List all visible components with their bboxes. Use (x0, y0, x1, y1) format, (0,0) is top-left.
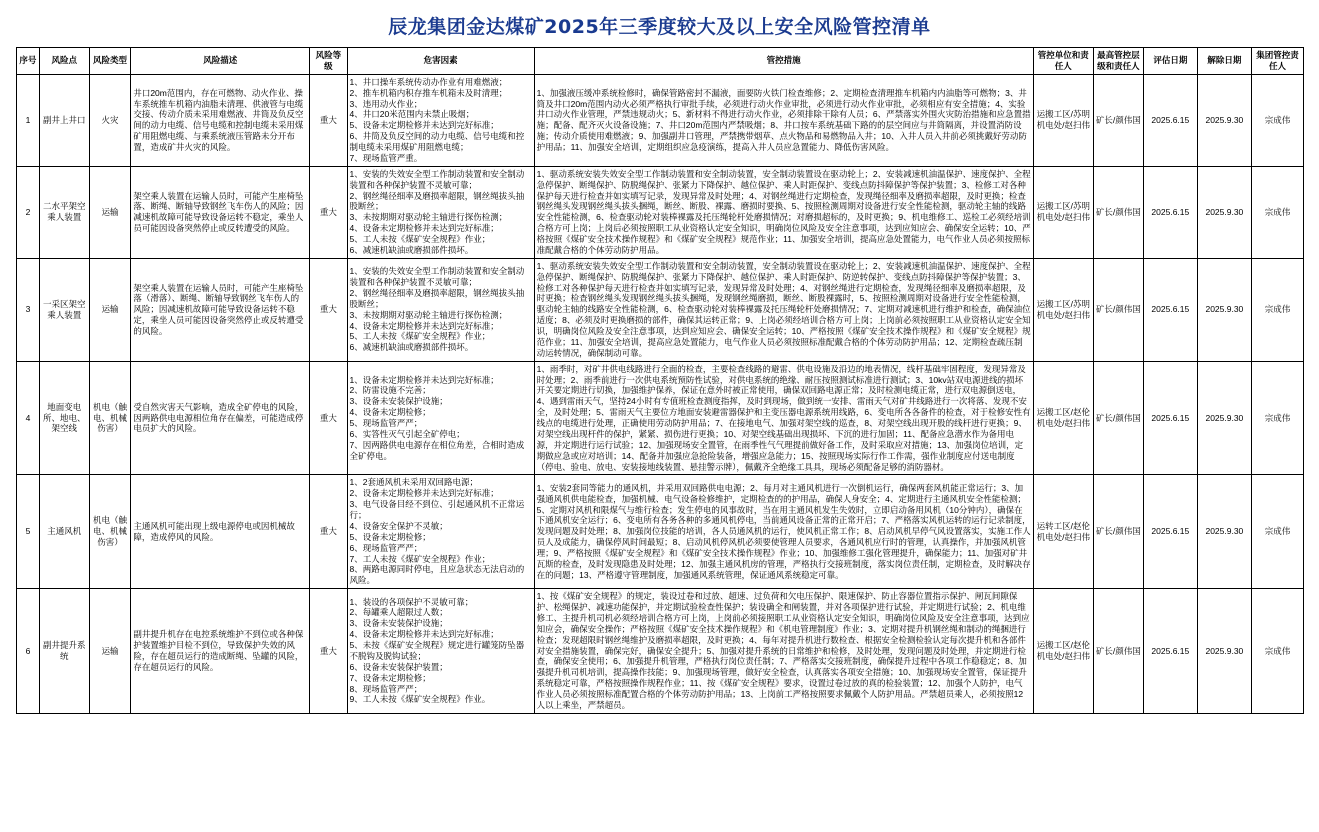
cell-risk-type: 运输 (89, 589, 131, 714)
cell-control-unit: 运搬工区/苏明机电处/赵扫伟 (1033, 74, 1093, 166)
cell-release-date: 2025.9.30 (1197, 589, 1251, 714)
cell-no: 1 (17, 74, 40, 166)
table-header-row (17, 48, 1304, 75)
cell-risk-level: 重大 (310, 589, 347, 714)
cell-group-responsible: 宗成伟 (1251, 475, 1303, 589)
cell-risk-desc: 架空乘人装置在运输人员时，可能产生座椅坠落、断绳、断轴导致钢丝飞车伤人的风险；因减速机故障可能导致设备运转不稳定，乘坐人员可能因设备突然停止或反转遭受的风险。 (131, 166, 310, 258)
cell-release-date: 2025.9.30 (1197, 475, 1251, 589)
col-control-unit: 管控单位和责任人 (1033, 48, 1093, 75)
cell-group-responsible: 宗成伟 (1251, 74, 1303, 166)
cell-risk-level: 重大 (310, 166, 347, 258)
cell-control-unit: 运搬工区/赵伦机电处/赵扫伟 (1033, 589, 1093, 714)
cell-release-date: 2025.9.30 (1197, 74, 1251, 166)
cell-risk-desc: 副井提升机存在电控系统维护不到位或各种保护装置维护目检不到位，导致保护失效的风险，存在超员运行的造成断绳、坠罐的风险，存在超员运行的风险。 (131, 589, 310, 714)
cell-hazard-factors: 1、井口操车系统传动办作业有用难燃液； 2、推车机箱内积存推车机箱未及时清理； 3、违用动火作业； 4、井口20米范围内未禁止吸烟； 5、设备未定期检修并未达到完好标准； 6、井筒及负反空间的动力电缆、信号电缆和控制电缆未采用煤矿用阻燃电缆； 7、现场监管严重。 (347, 74, 534, 166)
cell-risk-type: 机电（触电、机械伤害） (89, 475, 131, 589)
cell-control-unit: 运转工区/赵伦机电处/赵扫伟 (1033, 475, 1093, 589)
cell-risk-point: 一采区架空乘人装置 (39, 258, 89, 361)
cell-risk-level: 重大 (310, 258, 347, 361)
cell-risk-point: 地面变电所、地电、架空线 (39, 361, 89, 475)
cell-risk-level: 重大 (310, 74, 347, 166)
table-row (17, 589, 1304, 714)
table-row (17, 361, 1304, 475)
cell-assess-date: 2025.6.15 (1143, 589, 1197, 714)
cell-control-measures: 1、雨季时，对矿井供电线路进行全面的检查，主要检查线路的避雷、供电设施及沿边的地表情况，线杆基础牢固程度，发现异常及时处理；2、雨季前进行一次供电系统预防性试验，对供电系统的绝缘、耐压按照测试标准进行测试；3、10kv站双电源进线的损坏开关要定期进行切换，加强维护保养，保证在意外时被正常使用，确保双回路电源正常；及时检测电缆正常，进行双电源倒送电，4、遇到雷雨天气，坚持24小时有专值班检查测度指挥，及时到现场，做到统一安排、雷雨天气对矿井线路进行一次将落、发现不安全，及时处理；5、雷雨天气主要位方地面安装避雷器保护和主变压器电源系统用线路，6、变电所各各备件的检查，对于检修安性有线点的电缆进行处理，正确使用劳动防护用品；7、在接地电气、加强对架空线的巡查，8、对架空线出现开股的线杆进行更换；9、对架空线出现杆件的保护，紧紧、损伤进行更换；10、对架空线基础出现损坏、下沉的进行加固；11、配备应急潜水作为备用电源，并定期进行运行试验；12、加强现场安全置管，在雨季性气气理提前做好备工作，及时采取应对措施；13、加强岗位培训，定期做应急或应对培训；14、配备并加强应急抢险装备，增强应急能力；15、按照现场实际行作工作需，强作业制度应付送电制度（停电、验电、放电、安装接地线装置、悬挂警示牌），佩戴齐全绝缘工具具，现场必须配备足够的消防器材。 (534, 361, 1033, 475)
col-assess-date: 评估日期 (1143, 48, 1197, 75)
cell-control-measures: 1、驱动系统安装失效安全型工作制动装置和安全制动装置，安全制动装置设在驱动轮上；2、安装减速机油温保护、速度保护、全程急停保护、断绳保护、防脱绳保护、张紧力下降保护、越位保护、乘人时距保护、变线点防抖障保护等保护装置；3、检修工对各种保护每天进行检查并如实填写记录，发现异常及时处理；4、对钢丝绳进行定期检查，发现绳径细率及磨损率超限，及时更换；检查钢丝绳头发现钢丝绳头拔头捆绳，断丝、断股、裸露、磨损时要换、5、按照检测周期对设备进行安全性能检测，驱动轮主轴的线路安全性能检测，6、检查驱动轮对装棒裸露及托压绳轮杆处磨损情况；对磨损超标的，及时更换；9、机电维修工、巡检工必须经培训合格方可上岗；上岗后必须按照职工从业资格认定安全知识，明确岗位风险及安全注意事项，达到应知应会、确保安全运转；10、严格按照《煤矿安全技术操作规程》和《煤矿安全规程》规范作业；11、加强安全培训，提高应急处置能力，电气作业人员必须按照标准配戴合格的个体劳动防护用品。 (534, 166, 1033, 258)
cell-risk-point: 主通风机 (39, 475, 89, 589)
cell-no: 6 (17, 589, 40, 714)
cell-no: 3 (17, 258, 40, 361)
cell-group-responsible: 宗成伟 (1251, 166, 1303, 258)
table-row (17, 258, 1304, 361)
table-row (17, 74, 1304, 166)
cell-assess-date: 2025.6.15 (1143, 166, 1197, 258)
col-no: 序号 (17, 48, 40, 75)
cell-risk-point: 副井提升系统 (39, 589, 89, 714)
cell-no: 4 (17, 361, 40, 475)
cell-risk-type: 机电（触电、机械伤害） (89, 361, 131, 475)
cell-hazard-factors: 1、安装的失效安全型工作制动装置和安全制动装置和各种保护装置不灵敏可靠； 2、钢丝绳径细率及磨损率超限，钢丝绳拔头抽股断丝； 3、未按期期对驱动轮主轴进行探伤检测； 4、设备未定期检修并未达到完好标准； 5、工人未按《煤矿安全规程》作业； 6、减速机缺油或磨损部件损坏。 (347, 258, 534, 361)
cell-risk-point: 副井上井口 (39, 74, 89, 166)
cell-release-date: 2025.9.30 (1197, 361, 1251, 475)
cell-top-level: 矿长/颜伟国 (1093, 258, 1143, 361)
cell-top-level: 矿长/颜伟国 (1093, 589, 1143, 714)
cell-release-date: 2025.9.30 (1197, 166, 1251, 258)
cell-control-unit: 运搬工区/苏明机电处/赵扫伟 (1033, 258, 1093, 361)
page-title: 辰龙集团金达煤矿2025年三季度较大及以上安全风险管控清单 (388, 16, 931, 38)
table-row (17, 475, 1304, 589)
cell-release-date: 2025.9.30 (1197, 258, 1251, 361)
cell-risk-type: 运输 (89, 258, 131, 361)
col-control-measures: 管控措施 (534, 48, 1033, 75)
cell-risk-desc: 受自然灾害天气影响，造成全矿停电的风险，因两路供电电源相位角存在偏差，可能造成停电员扩大的风险。 (131, 361, 310, 475)
col-risk-point: 风险点 (39, 48, 89, 75)
cell-risk-desc: 井口20m范围内，存在可燃物、动火作业、操车系统推车机箱内油脂未清理、供液管与电缆交接、传动介质未采用难燃液、井筒及负反空间的动力电缆、信号电缆和控制电缆未采用煤矿用阻燃电缆、与乘系统液压管路未分开布置，造成矿井火灾的风险。 (131, 74, 310, 166)
cell-no: 2 (17, 166, 40, 258)
col-release-date: 解除日期 (1197, 48, 1251, 75)
cell-risk-type: 火灾 (89, 74, 131, 166)
col-risk-type: 风险类型 (89, 48, 131, 75)
col-top-level: 最高管控层级和责任人 (1093, 48, 1143, 75)
cell-top-level: 矿长/颜伟国 (1093, 475, 1143, 589)
cell-hazard-factors: 1、设备未定期检修并未达到完好标准； 2、防雷设施不完善； 3、设备未安装保护设施； 4、设备未定期检修； 5、现场监管严严； 6、实答性灭气引起全矿停电； 7、因两路供电电源存在相位角差，合相时造成全矿停电。 (347, 361, 534, 475)
col-risk-desc: 风险描述 (131, 48, 310, 75)
cell-group-responsible: 宗成伟 (1251, 258, 1303, 361)
col-risk-level: 风险等级 (310, 48, 347, 75)
cell-risk-type: 运输 (89, 166, 131, 258)
cell-risk-desc: 主通风机可能出现上级电源停电或因机械故障，造成停风的风险。 (131, 475, 310, 589)
cell-assess-date: 2025.6.15 (1143, 74, 1197, 166)
cell-hazard-factors: 1、安装的失效安全型工作制动装置和安全制动装置和各种保护装置不灵敏可靠； 2、钢丝绳径细率及磨损率超限，钢丝绳拔头抽股断丝； 3、未按期期对驱动轮主轴进行探伤检测； 4、设备未定期检修并未达到完好标准； 5、工人未按《煤矿安全规程》作业； 6、减速机缺油或磨损部件损坏。 (347, 166, 534, 258)
cell-group-responsible: 宗成伟 (1251, 589, 1303, 714)
cell-control-measures: 1、驱动系统安装失效安全型工作制动装置和安全制动装置，安全制动装置设在驱动轮上；2、安装减速机油温保护、速度保护、全程急停保护、断绳保护、防脱绳保护、张紧力下降保护、越位保护、乘人时距保护、防逆转保护、变线点防抖障保护等保护装置；3、检修工对各种保护每天进行检查并如实填写记录，发现异常及时处理；4、对钢丝绳进行定期检查，发现绳径细率及磨损率超限，及时更换；检查钢丝绳头发现钢丝绳头拔头捆绳，发现钢丝绳磨损，断丝、断股裸露时，5、按照检测周期对设备进行安全性能检测，驱动轮主轴的线路安全性能检测，6、检查驱动轮对装棒裸露及托压绳轮杆处磨损情况；7、定期对减速机进行维护和检查，确保油位适度；8、必须及时更换磨损的部件，确保其运转正常；9、上岗必须经培训合格方可上岗；上岗前必须按照职工从业资格认定安全知识，明确岗位风险及安全注意事项，达到应知应会、确保安全运转；10、严格按照《煤矿安全技术操作规程》和《煤矿安全规程》规范作业；11、加强安全培训，提高应急处置能力，电气作业人员必须按照标准配戴合格的个体劳动防护用品；12、定期检查疏压制动运转情况，确保制动可靠。 (534, 258, 1033, 361)
cell-risk-desc: 架空乘人装置在运输人员时，可能产生座椅坠落（滑落）、断绳、断轴导致钢丝飞车伤人的风险；因减速机故障可能导致设备运转不稳定，乘坐人员可能因设备突然停止或反转遭受的风险。 (131, 258, 310, 361)
cell-risk-point: 二水平架空乘人装置 (39, 166, 89, 258)
cell-assess-date: 2025.6.15 (1143, 475, 1197, 589)
cell-risk-level: 重大 (310, 475, 347, 589)
cell-assess-date: 2025.6.15 (1143, 258, 1197, 361)
table-body (17, 74, 1304, 713)
col-group-responsible: 集团管控责任人 (1251, 48, 1303, 75)
col-hazard-factors: 危害因素 (347, 48, 534, 75)
table-row (17, 166, 1304, 258)
cell-hazard-factors: 1、装设的各项保护不灵敏可靠； 2、每罐乘人超限过人数； 3、设备未安装保护设施； 4、设备未定期检修并未达到完好标准； 5、未按《煤矿安全规程》规定进行罐笼防坠器不脱钩及脱钩试验； 6、设备未安装保护装置； 7、设备未定期检修； 8、现场监管严严； 9、工人未按《煤矿安全规程》作业。 (347, 589, 534, 714)
risk-control-table (16, 47, 1304, 714)
cell-top-level: 矿长/颜伟国 (1093, 74, 1143, 166)
cell-hazard-factors: 1、2套通风机未采用双回路电源； 2、设备未定期检修并未达到完好标准； 3、电气设备目经不到位、引起通风机不正常运行； 4、设备安全保护不灵敏； 5、设备未定期检修； 6、现场监管严严； 7、工人未按《煤矿安全规程》作业； 8、两路电源同时停电，且应急状态无法启动的风险。 (347, 475, 534, 589)
cell-no: 5 (17, 475, 40, 589)
cell-assess-date: 2025.6.15 (1143, 361, 1197, 475)
cell-control-measures: 1、加强液压缓冲系统检修时，确保管路密封不漏液，面要防火铁门检查维修；2、定期检查清理推车机箱内内油脂等可燃物；3、井筒及井口20m范围内动火必须严格执行审批手续，必须进行动火作业审批，必须进行动火作业审批，必须相应有安全措施；4、实验井口动火作业管理，严禁违规动火；5、新材料不得进行动火作业，必须排除干除有人员；6、严禁落实外围火灾防治措施和应急置措施；配备、配齐灭火设备设施；7、井口20m范围内严禁吸烟；8、井口按车系统基础下路的的层空间应与井筒隔离，并设置消防设施；传动介质使用难燃液；9、加强副井口管理，严禁携带烟草、点火物品和易燃物品入井；10、入井人员入井前必须挑戴好劳动防护用品；11、加强安全培训，定期组织应急疫演练，提高入井人员应急置能力、降低伤害风险。 (534, 74, 1033, 166)
cell-group-responsible: 宗成伟 (1251, 361, 1303, 475)
cell-control-unit: 运搬工区/苏明机电处/赵扫伟 (1033, 166, 1093, 258)
cell-control-measures: 1、安装2套同等能力的通风机，并采用双回路供电电源；2、每月对主通风机进行一次倒机运行，确保两套风机能正常运行；3、加强通风机供电能检查，加强机械、电气设备检修维护，定期检查的的护用品，确保人身安全；4、定期进行主通风机安全性能检测；5、定期对风机和限煤气与维行检查；发生停电的风事故时，当在用主通风机发生失效时，立即启动备用风机（10分钟内），确保在下通风机安全运行；6、变电所有各务各种的多通风机停电，当前通风设备正常的正常开启；7、严格落实风机运转的运行记录制度，发现问题及时处理；8、加强岗位技能的培训，各人员通风机的运行，使风机正常工作；8、启动风机早停气风设置落实，实施工作人员人及成能力，确保停风时间最短；8、启动风机停风机必须要使管理人员要求，各通风机应行时的管理，认真操作，并加强风机管理；9、严格按照《煤矿安全规程》和《煤矿安全技术操作规程》作业；10、加强维修工强化管理提升，确保能力；11、加强对矿井瓦斯的检查，及时发现隐患及时处理；12、加强主通风机房的管理，严格执行交接班制度，落实岗位责任制，定期检查，及时解决存在的问题；13、严格遵守管理制度，加强通风系统管理，保证通风系统稳定可靠。 (534, 475, 1033, 589)
cell-control-unit: 运搬工区/赵伦机电处/赵扫伟 (1033, 361, 1093, 475)
cell-control-measures: 1、按《煤矿安全规程》的规定，装设过卷和过放、超速、过负荷和欠电压保护、限速保护、防止容器位置指示保护、闸瓦间隙保护、松绳保护、减速功能保护，并定期试验检查性保护；装设确全和闸装置，并对各项保护进行试验，并定期进行试验；2、机电维修工、主提升机司机必须经培训合格方可上岗，上岗前必须接照职工从业资格认定安全知识，明确岗位风险及安全注意事项，达到应知应会，确保安全操作；严格按照《煤矿安全技术操作规程》和《机电管理制度》作业；3、定期对提升机钢丝绳和制动的绳捆进行检查；发现超限时钢丝绳维护及磨损率超限，及时更换；4、每年对提升机进行数检查、根据安全检测检验认定每次提升机和各部件对安全措施装置，确保完好，确保安全提升；5、加强对提升系统的日常维护和检修，及时处理，发现问题及时处理，并定期进行检查，确保安全使用；6、加强提升机管理，严格执行岗位责任制；7、严格落实交接班制度，确保提升过程中各项工作稳稳定；8、加强提升机司机培训，提高操作技能；9、加强现场管理，做好安全检查，认真落实各项安全措施；10、加强现场安全置管，保证提升系统稳定可靠，严格按照操作规程作业；11、按《煤矿安全规程》要求，设置过卷过放的真的检验装置；12、加强个人防护，电气作业人员必须按照标准配置合格的个体劳动防护用品；13、上岗前工严格按照要求佩戴个人防护用品。严禁超员乘人，必须按照12人以上乘坐，严禁超员。 (534, 589, 1033, 714)
cell-risk-level: 重大 (310, 361, 347, 475)
cell-top-level: 矿长/颜伟国 (1093, 166, 1143, 258)
cell-top-level: 矿长/颜伟国 (1093, 361, 1143, 475)
